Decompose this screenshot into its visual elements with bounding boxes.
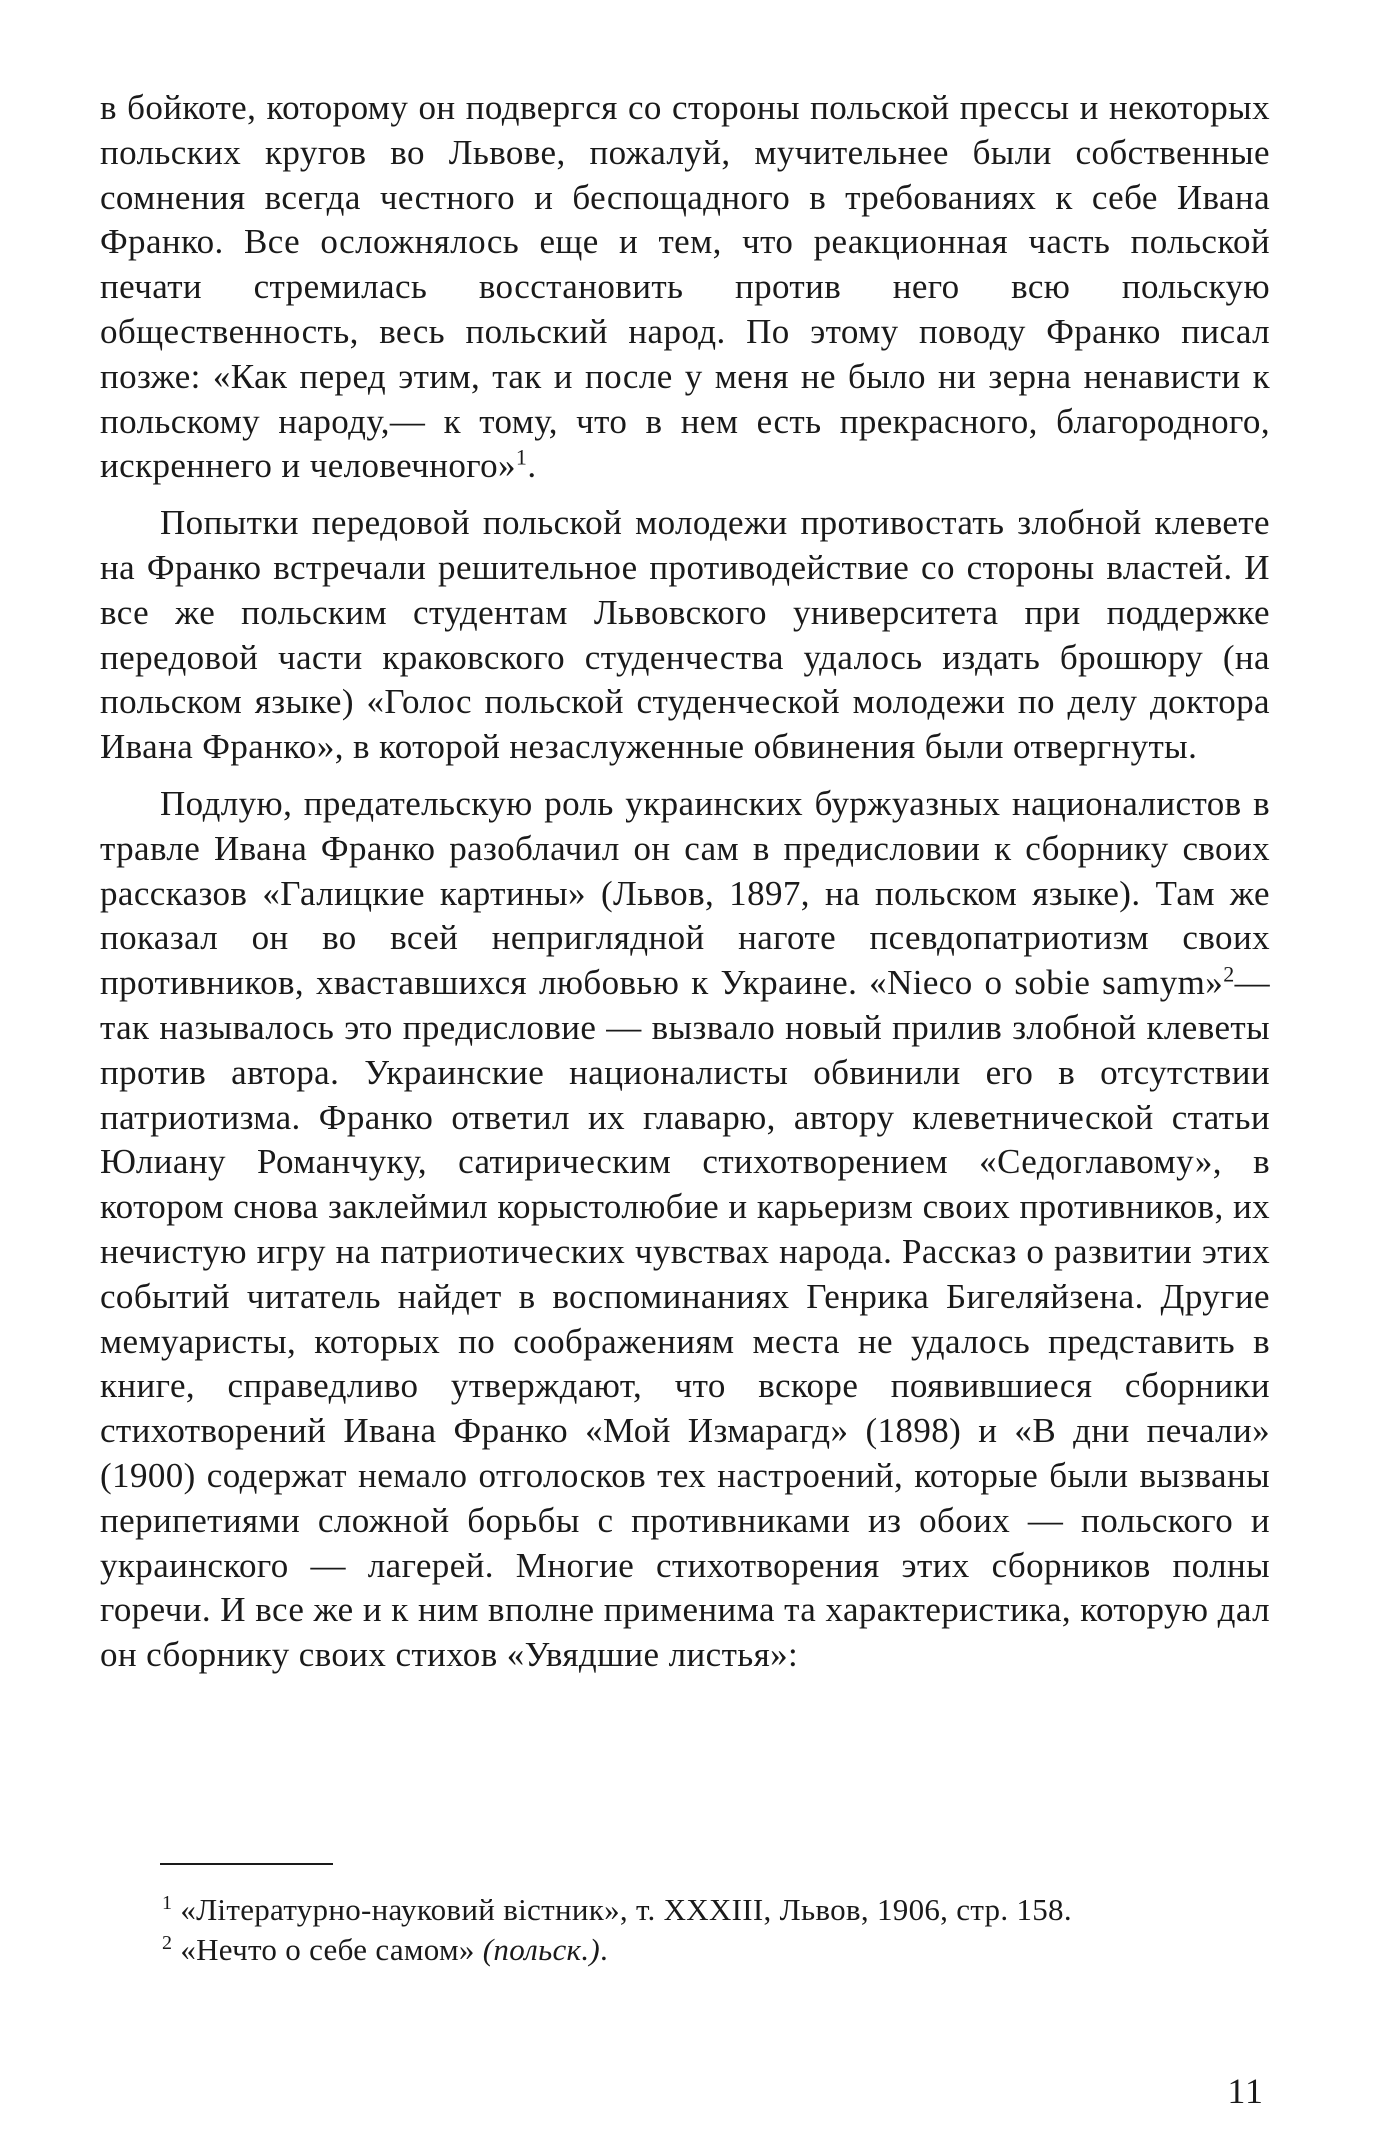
footnote-2 (100, 1930, 1270, 1970)
paragraph-1 (100, 86, 1270, 489)
paragraph-2-text: Попытки передовой польской молодежи противостать злобной клевете на Франко встречали решительное противодействие со стороны властей. И все же польским студентам Львовского университета при поддержке передовой части краковского студенчества удалось издать брошюру (на польском языке) «Голос польской студенческой молодежи по делу доктора Ивана Франко», в которой незаслуженные обвинения были отвергнуты. (100, 503, 1270, 767)
paragraph-3 (100, 782, 1270, 1678)
paragraph-3-text-before: Подлую, предательскую роль украинских буржуазных националистов в травле Ивана Франко разоблачил он сам в предисловии к сборнику своих рассказов «Галицкие картины» (Львов, 1897, на польском языке). Там же показал он во всей неприглядной наготе псевдопатриотизм своих противников, хваставшихся любовью к Украине. «Nieco o sobie samym» (100, 783, 1270, 1003)
footnote-1-text: «Літературно-науковий вістник», т. XXXIII, Львов, 1906, стр. 158. (180, 1892, 1072, 1927)
footnotes (100, 1890, 1270, 1970)
paragraph-1-text: в бойкоте, которому он подвергся со стороны польской прессы и некоторых польских кругов во Львове, пожалуй, мучительнее были собственные сомнения всегда честного и беспощадного в требованиях к себе Ивана Франко. Все осложнялось еще и тем, что реакционная часть польской печати стремилась восстановить против него всю польскую общественность, весь польский народ. По этому поводу Франко писал позже: «Как перед этим, так и после у меня не было ни зерна ненависти к польскому народу,— к тому, что в нем есть прекрасного, благородного, искреннего и человечного» (100, 88, 1270, 486)
footnote-ref-2: 2 (1223, 961, 1235, 987)
footnote-1 (100, 1890, 1270, 1930)
footnote-ref-1: 1 (515, 444, 528, 470)
footnote-2-mark: 2 (162, 1931, 173, 1954)
footnote-2-tail: . (600, 1932, 609, 1967)
paragraph-2 (100, 501, 1270, 770)
footnote-2-text: «Нечто о себе самом» (180, 1932, 475, 1967)
page-number: 11 (1227, 2071, 1264, 2111)
footnote-2-note: (польск.) (482, 1932, 601, 1967)
footnote-1-mark: 1 (162, 1891, 173, 1914)
footnote-divider (160, 1863, 333, 1865)
paragraph-3-text-after: — так называлось это предисловие — вызвало новый прилив злобной клеветы против автора. Украинские националисты обвинили его в отсутствии патриотизма. Франко ответил их главарю, автору клеветнической статьи Юлиану Романчуку, сатирическим стихотворением «Седоглавому», в котором снова заклеймил корыстолюбие и карьеризм своих противников, их нечистую игру на патриотических чувствах народа. Рассказ о развитии этих событий читатель найдет в воспоминаниях Генрика Бигеляйзена. Другие мемуаристы, которых по соображениям места не удалось представить в книге, справедливо утверждают, что вскоре появившиеся сборники стихотворений Ивана Франко «Мой Измарагд» (1898) и «В дни печали» (1900) содержат немало отголосков тех настроений, которые были вызваны перипетиями сложной борьбы с противниками из обоих — польского и украинского — лагерей. Многие стихотворения этих сборников полны горечи. И все же и к ним вполне применима та характеристика, которую дал он сборнику своих стихов «Увядшие листья»: (100, 963, 1270, 1675)
main-text (100, 86, 1270, 1678)
paragraph-1-tail: . (527, 446, 537, 486)
